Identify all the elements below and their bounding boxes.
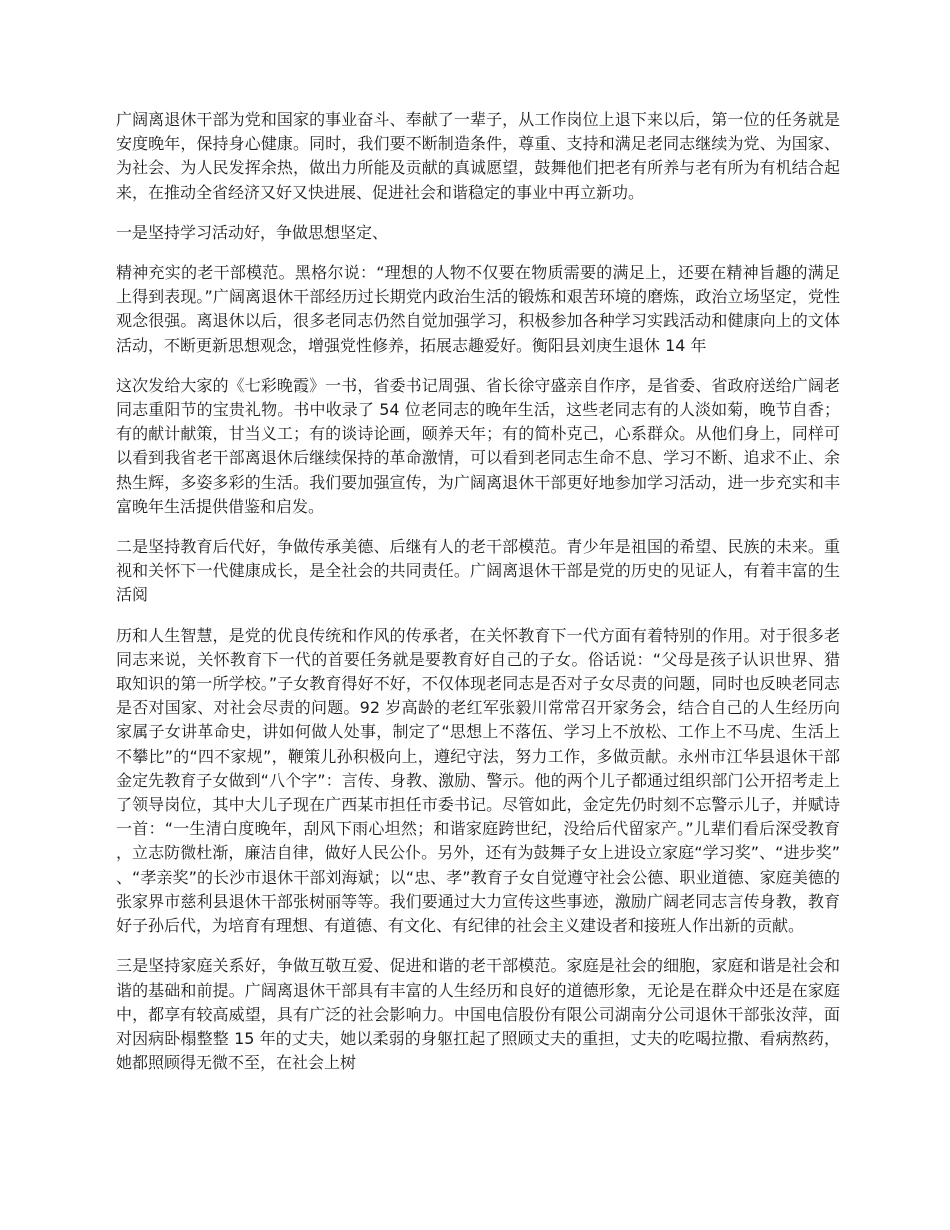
paragraph-point-one-heading: 一是坚持学习活动好，争做思想坚定、 (116, 222, 389, 242)
paragraph-book-intro: 这次发给大家的《七彩晚霞》一书，省委书记周强、省长徐守盛亲自作序，是省委、省政府送给广阔老同志重阳节的宝贵礼物。书中收录了 54 位老同志的晚年生活，这些老同志有的人淡如菊，晚节自香；有的献计献策，甘当义工；有的谈诗论画，颐养天年；有的简朴克己，心系群众。从他们身上，同样可以看到我省老干部离退休后继续保持的革命激情，可以看到老同志生命不息、学习不断、追求不止、余热生辉，多姿多彩的生活。我们要加强宣传，为广阔离退休干部更好地参加学习活动，进一步充实和丰富晚年生活提供借鉴和启发。 (116, 375, 840, 516)
paragraph-point-one-body: 精神充实的老干部模范。黑格尔说：“理想的人物不仅要在物质需要的满足上，还要在精神旨趣的满足上得到表现。”广阔离退休干部经历过长期党内政治生活的锻炼和艰苦环境的磨炼，政治立场坚定，党性观念很强。离退休以后，很多老同志仍然自觉加强学习，积极参加各种学习实践活动和健康向上的文体活动，不断更新思想观念，增强党性修养，拓展志趣爱好。衡阳县刘庚生退休 14 年 (116, 263, 840, 355)
paragraph-point-two: 二是坚持教育后代好，争做传承美德、后继有人的老干部模范。青少年是祖国的希望、民族的未来。重视和关怀下一代健康成长，是全社会的共同责任。广阔离退休干部是党的历史的见证人，有着丰富的生活阅 (116, 537, 840, 605)
paragraph-point-three: 三是坚持家庭关系好，争做互敬互爱、促进和谐的老干部模范。家庭是社会的细胞，家庭和谐是社会和谐的基础和前提。广阔离退休干部具有丰富的人生经历和良好的道德形象，无论是在群众中还是在家庭中，都享有较高威望，具有广泛的社会影响力。中国电信股份有限公司湖南分公司退休干部张汝萍，面对因病卧榻整整 15 年的丈夫，她以柔弱的身躯扛起了照顾丈夫的重担，丈夫的吃喝拉撒、看病熬药，她都照顾得无微不至，在社会上树 (116, 956, 840, 1073)
paragraph-intro: 广阔离退休干部为党和国家的事业奋斗、奉献了一辈子，从工作岗位上退下来以后，第一位的任务就是安度晚年，保持身心健康。同时，我们要不断制造条件，尊重、支持和满足老同志继续为党、为国家、为社会、为人民发挥余热，做出力所能及贡献的真诚愿望，鼓舞他们把老有所养与老有所为有机结合起来，在推动全省经济又好又快进展、促进社会和谐稳定的事业中再立新功。 (116, 110, 840, 202)
paragraph-point-two-body: 历和人生智慧，是党的优良传统和作风的传承者，在关怀教育下一代方面有着特别的作用。对于很多老同志来说，关怀教育下一代的首要任务就是要教育好自己的子女。俗话说：“父母是孩子认识世界、猎取知识的第一所学校。”子女教育得好不好，不仅体现老同志是否对子女尽责的问题，同时也反映老同志是否对国家、对社会尽责的问题。92 岁高龄的老红军张毅川常常召开家务会，结合自己的人生经历向家属子女讲革命史，讲如何做人处事，制定了“思想上不落伍、学习上不放松、工作上不马虎、生活上不攀比”的“四不家规”，鞭策儿孙积极向上，遵纪守法，努力工作，多做贡献。永州市江华县退休干部金定先教育子女做到“八个字”：言传、身教、激励、警示。他的两个儿子都通过组织部门公开招考走上了领导岗位，其中大儿子现在广西某市担任市委书记。尽管如此，金定先仍时刻不忘警示儿子，并赋诗一首：“一生清白度晚年，刮风下雨心坦然；和谐家庭跨世纪，没给后代留家产。”儿辈们看后深受教育，立志防微杜渐，廉洁自律，做好人民公仆。另外，还有为鼓舞子女上进设立家庭“学习奖”、“进步奖”、“孝亲奖”的长沙市退休干部刘海斌；以“忠、孝”教育子女自觉遵守社会公德、职业道德、家庭美德的张家界市慈利县退休干部张树丽等等。我们要通过大力宣传这些事迹，激励广阔老同志言传身教，教育好子孙后代，为培育有理想、有道德、有文化、有纪律的社会主义建设者和接班人作出新的贡献。 (116, 625, 840, 936)
document-body (116, 108, 840, 1091)
